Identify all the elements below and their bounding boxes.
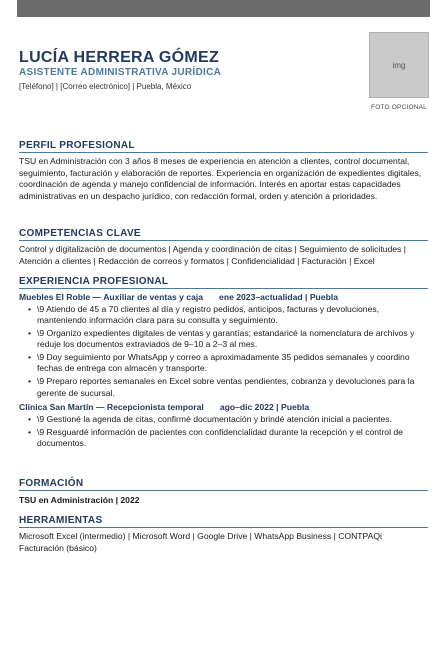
skills-text: Control y digitalización de documentos | Agenda y coordinación de citas | Seguimiento de solicitudes | Atención a clientes | Redacción de correos y formatos | Confidencialidad | Facturación | Excel — [19, 244, 406, 266]
photo-label: img — [392, 60, 406, 70]
education-section — [19, 478, 428, 505]
list-item: • \9 Doy seguimiento por WhatsApp y correo a aproximadamente 35 pedidos semanales y coordino fechas de entrega con almacén y transporte. — [37, 352, 428, 375]
skills-section — [19, 228, 428, 267]
job-title-1: Muebles El Roble — Auxiliar de ventas y caja — [19, 292, 204, 302]
tools-heading: HERRAMIENTAS — [19, 515, 428, 528]
job-bullets-2 — [19, 414, 428, 449]
experience-heading: EXPERIENCIA PROFESIONAL — [19, 276, 428, 289]
job-dates-1: ene 2023–actualidad | Puebla — [219, 292, 338, 302]
list-item: • \9 Organizo expedientes digitales de ventas y garantías; estandaricé la nomenclatura de archivos y reduje los documentos extraviados de 9–10 a 2–3 al mes. — [37, 328, 428, 351]
profile-heading: PERFIL PROFESIONAL — [19, 140, 428, 153]
photo-placeholder — [369, 32, 429, 98]
tools-text: Microsoft Excel (intermedio) | Microsoft Word | Google Drive | WhatsApp Business | CONTPAQi Facturación (básico) — [19, 531, 382, 553]
profile-text: TSU en Administración con 3 años 8 meses de experiencia en atención a clientes, control documental, seguimiento, facturación y elaboración de reportes. Experiencia en organización de expedientes digitales, coordinación de agenda y manejo confidencial de información. Interés en aportar estas capacidades administrativas en un despacho jurídico, con redacción formal, orden y atención a prioridades. — [19, 156, 422, 201]
job-bullets-1 — [19, 304, 428, 399]
job-heading-2 — [19, 402, 428, 412]
candidate-name: LUCÍA HERRERA GÓMEZ — [19, 49, 220, 66]
profile-section — [19, 140, 428, 202]
job-dates-2: ago–dic 2022 | Puebla — [219, 401, 310, 412]
top-bar — [17, 0, 430, 17]
tools-section — [19, 515, 428, 554]
skills-heading: COMPETENCIAS CLAVE — [19, 228, 428, 241]
candidate-role: ASISTENTE ADMINISTRATIVA JURÍDICA — [19, 67, 222, 78]
list-item: • \9 Atiendo de 45 a 70 clientes al día y registro pedidos, anticipos, facturas y devoluciones, manteniendo información clara para su consulta y seguimiento. — [37, 304, 428, 327]
education-text: TSU en Administración | 2022 — [19, 495, 140, 505]
experience-section — [19, 276, 428, 451]
photo-caption: FOTO OPCIONAL — [371, 104, 427, 111]
job-title-2: Clínica San Martín — Recepcionista temporal — [19, 401, 204, 412]
list-item: • \9 Resguardé información de pacientes con confidencialidad durante la recepción y el control de documentos. — [37, 427, 428, 450]
list-item: • \9 Gestioné la agenda de citas, confirmé documentación y brindé atención inicial a pacientes. — [37, 414, 428, 425]
job-heading-1 — [19, 292, 428, 302]
list-item: • \9 Preparo reportes semanales en Excel sobre ventas pendientes, cobranza y devoluciones para la gerente de sucursal. — [37, 376, 428, 399]
contact-line: [Teléfono] | [Correo electrónico] | Puebla, México — [19, 82, 192, 91]
education-heading: FORMACIÓN — [19, 478, 428, 491]
